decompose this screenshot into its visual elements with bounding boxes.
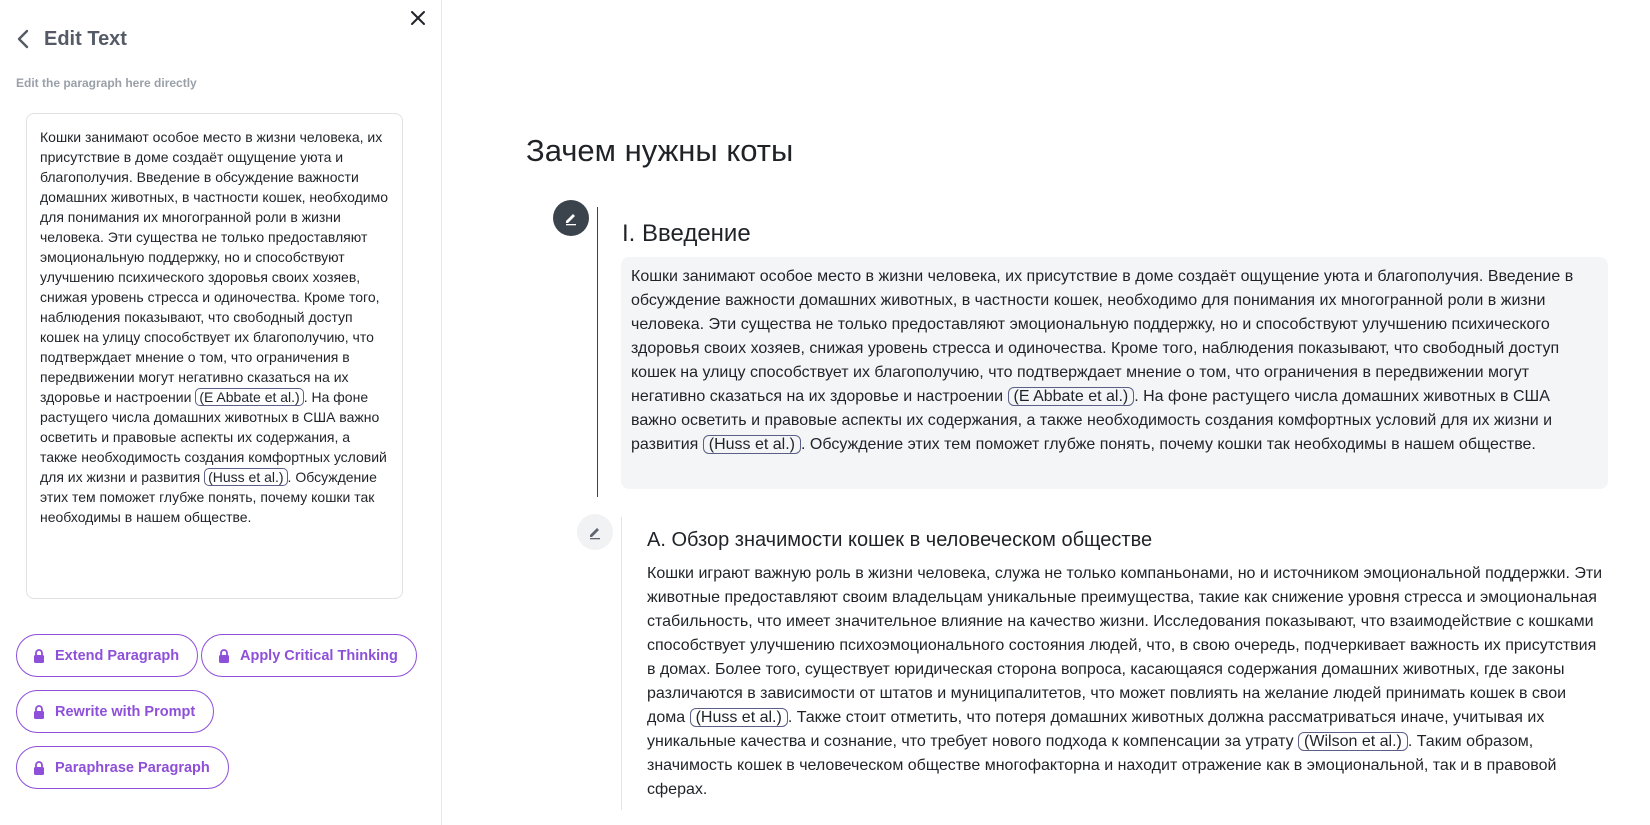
back-chevron-icon[interactable]: [16, 26, 36, 52]
document-title: Зачем нужны коты: [526, 133, 794, 168]
citation-chip[interactable]: (Huss et al.): [703, 435, 801, 454]
paraphrase-paragraph-button[interactable]: [16, 746, 229, 789]
rewrite-with-prompt-button[interactable]: [16, 690, 214, 733]
panel-header: [16, 26, 127, 52]
edit-section-button[interactable]: [553, 200, 589, 236]
editor-text: . На фоне растущего числа домашних животных в США важно осветить и правовые аспекты их содержания, а также необходимость создания комфортных условий для их жизни и развития: [40, 389, 387, 485]
lock-icon: [33, 649, 45, 663]
paragraph-editor[interactable]: [26, 113, 403, 599]
panel-title: Edit Text: [44, 27, 127, 50]
subsection-paragraph[interactable]: [647, 562, 1607, 802]
section-paragraph-selected[interactable]: [621, 257, 1608, 489]
paragraph-text: . Обсуждение этих тем поможет глубже понять, почему кошки так необходимы в нашем обществе.: [801, 436, 1536, 453]
section-divider-line: [621, 517, 622, 810]
paragraph-text: Кошки играют важную роль в жизни человека, служа не только компаньонами, но и источником эмоциональной поддержки. Эти животные предоставляют своим владельцам уникальные преимущества, такие как снижение уровня стресса и эмоциональная стабильность, что имеет значительное влияние на качество жизни. Исследования показывают, что взаимодействие с кошками способствует улучшению психоэмоционального состояния людей, что, в свою очередь, подчеркивает важность их присутствия в домах. Более того, существует юридическая сторона вопроса, касающаяся содержания домашних животных, где законы различаются в зависимости от штатов и муниципалитетов, что может повлиять на желание людей принимать кошек в свои дома: [647, 565, 1603, 726]
citation-chip[interactable]: (Huss et al.): [204, 468, 287, 486]
citation-chip[interactable]: (E Abbate et al.): [1008, 387, 1135, 406]
extend-paragraph-button[interactable]: [16, 634, 198, 677]
citation-chip[interactable]: (Wilson et al.): [1298, 732, 1408, 751]
close-icon[interactable]: [404, 4, 432, 32]
button-label: Apply Critical Thinking: [240, 647, 398, 664]
paragraph-text: . Таким образом, значимость кошек в человеческом обществе многофакторна и находит отражение как в эмоциональной, так и в правовой сферах.: [647, 733, 1557, 798]
pencil-icon: [587, 524, 603, 540]
subsection-heading: A. Обзор значимости кошек в человеческом обществе: [647, 529, 1153, 551]
button-label: Rewrite with Prompt: [55, 703, 196, 720]
lock-icon: [33, 705, 45, 719]
editor-text: Кошки занимают особое место в жизни человека, их присутствие в доме создаёт ощущение уюта и благополучия. Введение в обсуждение важности домашних животных, в частности кошек, необходимо для понимания их многогранной роли в жизни человека. Эти существа не только предоставляют эмоциональную поддержку, но и способствуют улучшению психического здоровья своих хозяев, снижая уровень стресса и одиночества. Кроме того, наблюдения показывают, что свободный доступ кошек на улицу способствует их благополучию, что подтверждает мнение о том, что ограничения в передвижении могут негативно сказаться на их здоровье и настроении: [40, 129, 388, 405]
pencil-icon: [563, 210, 579, 226]
section-heading: I. Введение: [622, 220, 751, 247]
editor-text: . Обсуждение этих тем поможет глубже понять, почему кошки так необходимы в нашем обществе.: [40, 469, 377, 525]
panel-subtitle: Edit the paragraph here directly: [16, 76, 197, 90]
edit-text-panel: [0, 0, 442, 825]
paragraph-text: . На фоне растущего числа домашних животных в США важно осветить и правовые аспекты их содержания, а также необходимость создания комфортных условий для их жизни и развития: [631, 388, 1553, 453]
paragraph-text: Кошки занимают особое место в жизни человека, их присутствие в доме создаёт ощущение уюта и благополучия. Введение в обсуждение важности домашних животных, в частности кошек, необходимо для понимания их многогранной роли в жизни человека. Эти существа не только предоставляют эмоциональную поддержку, но и способствуют улучшению психического здоровья своих хозяев, снижая уровень стресса и одиночества. Кроме того, наблюдения показывают, что свободный доступ кошек на улицу способствует их благополучию, что подтверждает мнение о том, что ограничения в передвижении могут негативно сказаться на их здоровье и настроении: [631, 268, 1574, 405]
paragraph-text: . Также стоит отметить, что потеря домашних животных должна рассматриваться иначе, учитывая их уникальные качества и сознание, что требует нового подхода к компенсации за утрату: [647, 709, 1545, 750]
citation-chip[interactable]: (E Abbate et al.): [195, 388, 303, 406]
lock-icon: [218, 649, 230, 663]
button-label: Extend Paragraph: [55, 647, 180, 664]
lock-icon: [33, 761, 45, 775]
citation-chip[interactable]: (Huss et al.): [690, 708, 788, 727]
section-divider-line: [597, 207, 598, 497]
apply-critical-thinking-button[interactable]: [201, 634, 417, 677]
button-label: Paraphrase Paragraph: [55, 759, 210, 776]
edit-subsection-button[interactable]: [577, 514, 613, 550]
